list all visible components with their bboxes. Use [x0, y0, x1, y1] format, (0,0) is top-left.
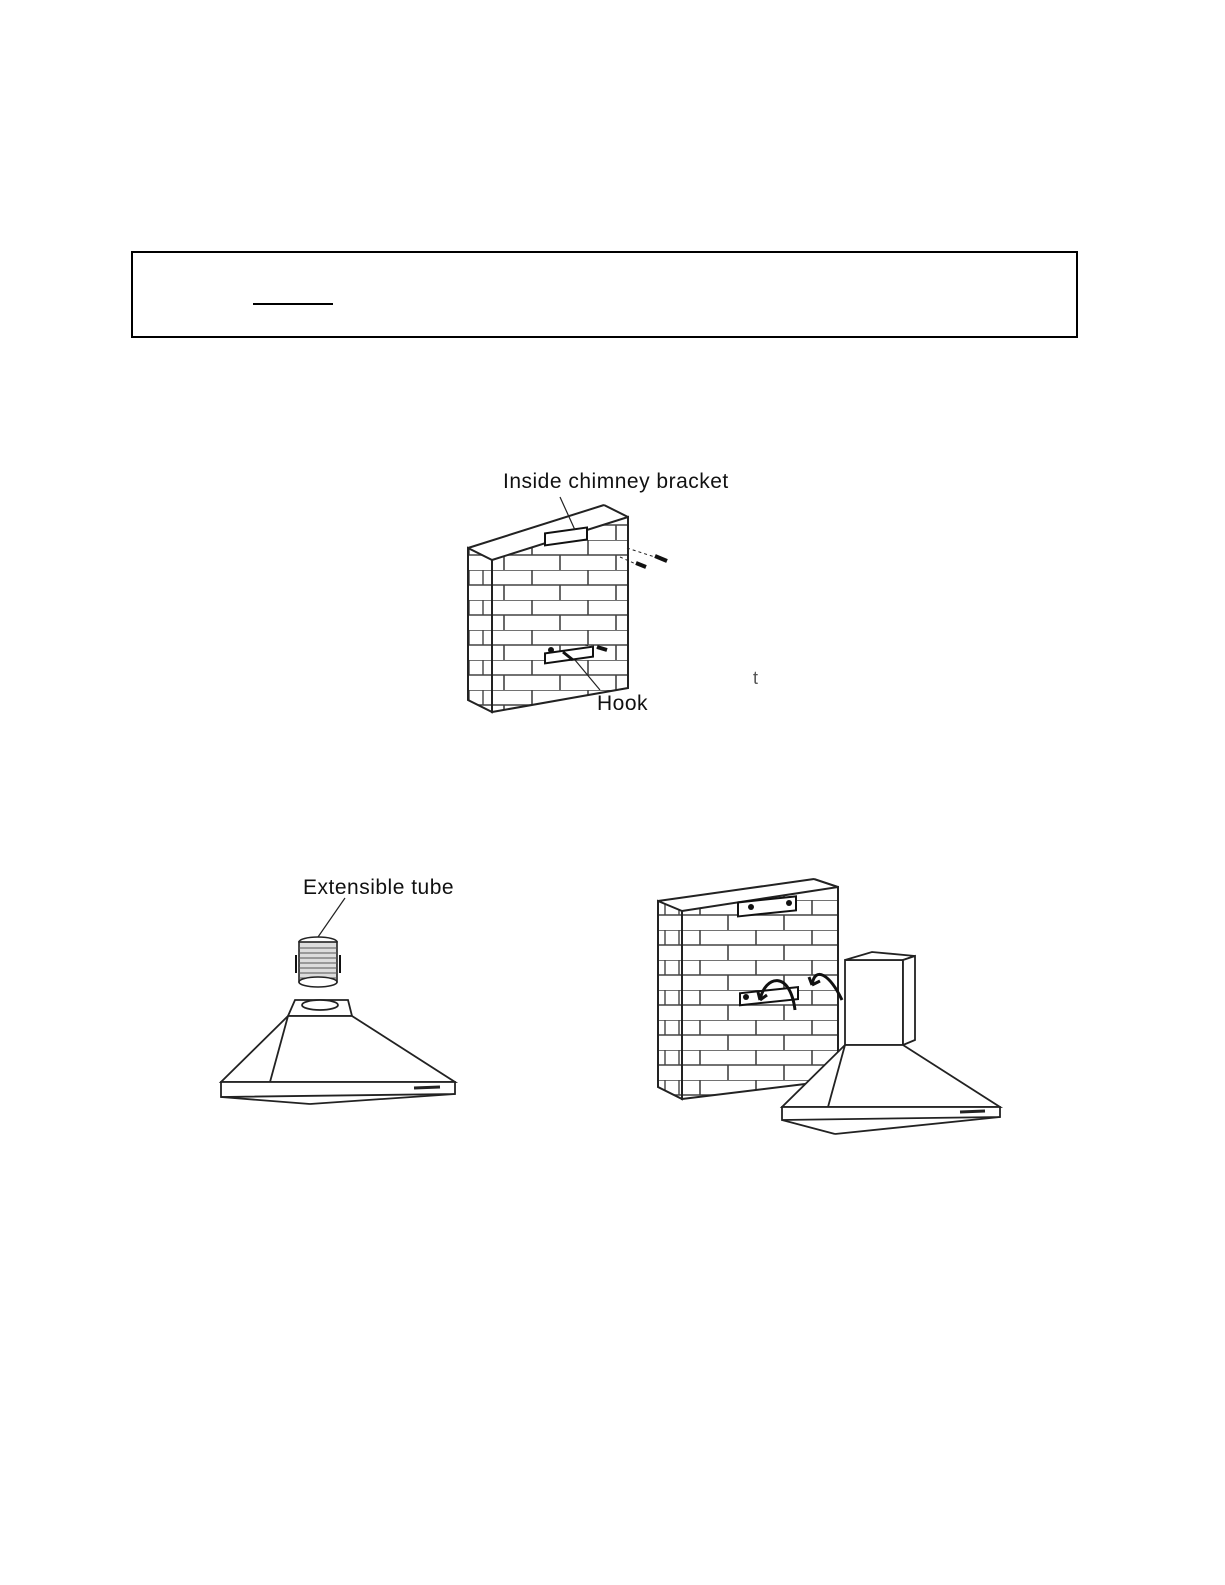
inside-chimney-bracket-label: Inside chimney bracket — [503, 470, 729, 493]
hook-label: Hook — [597, 692, 649, 715]
extensible-tube-label: Extensible tube — [303, 876, 455, 899]
stray-mark: t — [753, 668, 759, 688]
